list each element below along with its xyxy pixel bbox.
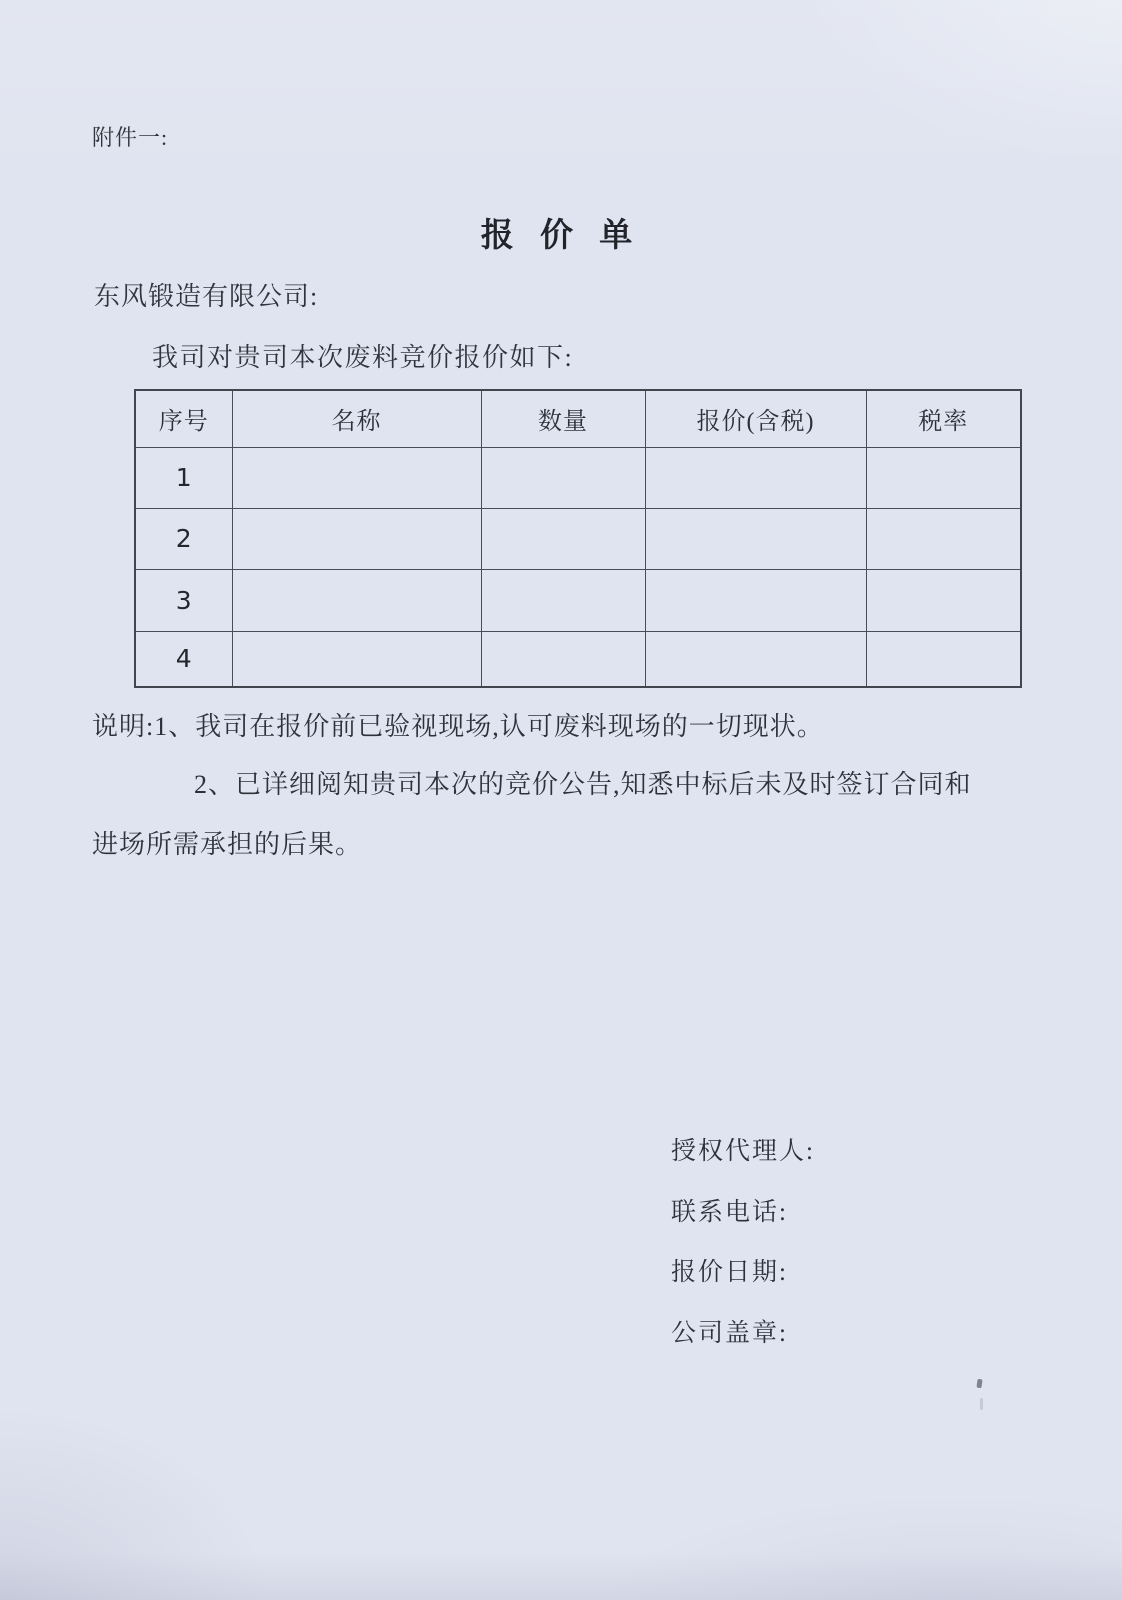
cell-seq: 3 xyxy=(135,569,232,631)
cell-price xyxy=(645,631,866,687)
cell-name xyxy=(232,508,481,569)
scan-artifact-smudge xyxy=(980,1398,983,1410)
intro-line: 我司对贵司本次废料竞价报价如下: xyxy=(152,343,574,372)
signature-authorized-agent-label: 授权代理人: xyxy=(671,1138,815,1165)
cell-price xyxy=(645,508,866,569)
table-header-qty: 数量 xyxy=(481,390,645,447)
cell-name xyxy=(232,569,481,631)
cell-price xyxy=(645,569,866,631)
cell-tax xyxy=(866,569,1021,631)
cell-qty xyxy=(481,508,645,569)
cell-tax xyxy=(866,631,1021,687)
page-title: 报 价 单 xyxy=(480,218,642,254)
table-header-tax: 税率 xyxy=(866,390,1021,447)
signature-company-seal-label: 公司盖章: xyxy=(671,1320,788,1347)
cell-name xyxy=(232,447,481,508)
cell-seq: 2 xyxy=(135,508,232,569)
attachment-label: 附件一: xyxy=(92,125,169,150)
table-row xyxy=(135,569,1021,631)
scan-artifact-speck xyxy=(976,1379,982,1389)
recipient-line: 东风锻造有限公司: xyxy=(94,282,319,311)
cell-tax xyxy=(866,447,1021,508)
table-header-price: 报价(含税) xyxy=(645,390,866,447)
cell-price xyxy=(645,447,866,508)
cell-seq: 4 xyxy=(135,631,232,687)
signature-quote-date-label: 报价日期: xyxy=(671,1259,788,1286)
table-header-row xyxy=(135,390,1021,447)
cell-qty xyxy=(481,447,645,508)
table-row xyxy=(135,508,1021,569)
cell-seq: 1 xyxy=(135,447,232,508)
signature-contact-phone-label: 联系电话: xyxy=(671,1199,788,1226)
table-header-name: 名称 xyxy=(232,390,481,447)
notes-line-2: 2、已详细阅知贵司本次的竞价公告,知悉中标后未及时签订合同和 xyxy=(194,770,972,799)
cell-name xyxy=(232,631,481,687)
table-row xyxy=(135,631,1021,687)
notes-line-3: 进场所需承担的后果。 xyxy=(92,830,363,859)
table-header-seq: 序号 xyxy=(135,390,232,447)
cell-qty xyxy=(481,631,645,687)
quotation-table xyxy=(134,389,1022,688)
cell-tax xyxy=(866,508,1021,569)
table-row xyxy=(135,447,1021,508)
notes-line-1: 说明:1、我司在报价前已验视现场,认可废料现场的一切现状。 xyxy=(92,712,824,741)
cell-qty xyxy=(481,569,645,631)
